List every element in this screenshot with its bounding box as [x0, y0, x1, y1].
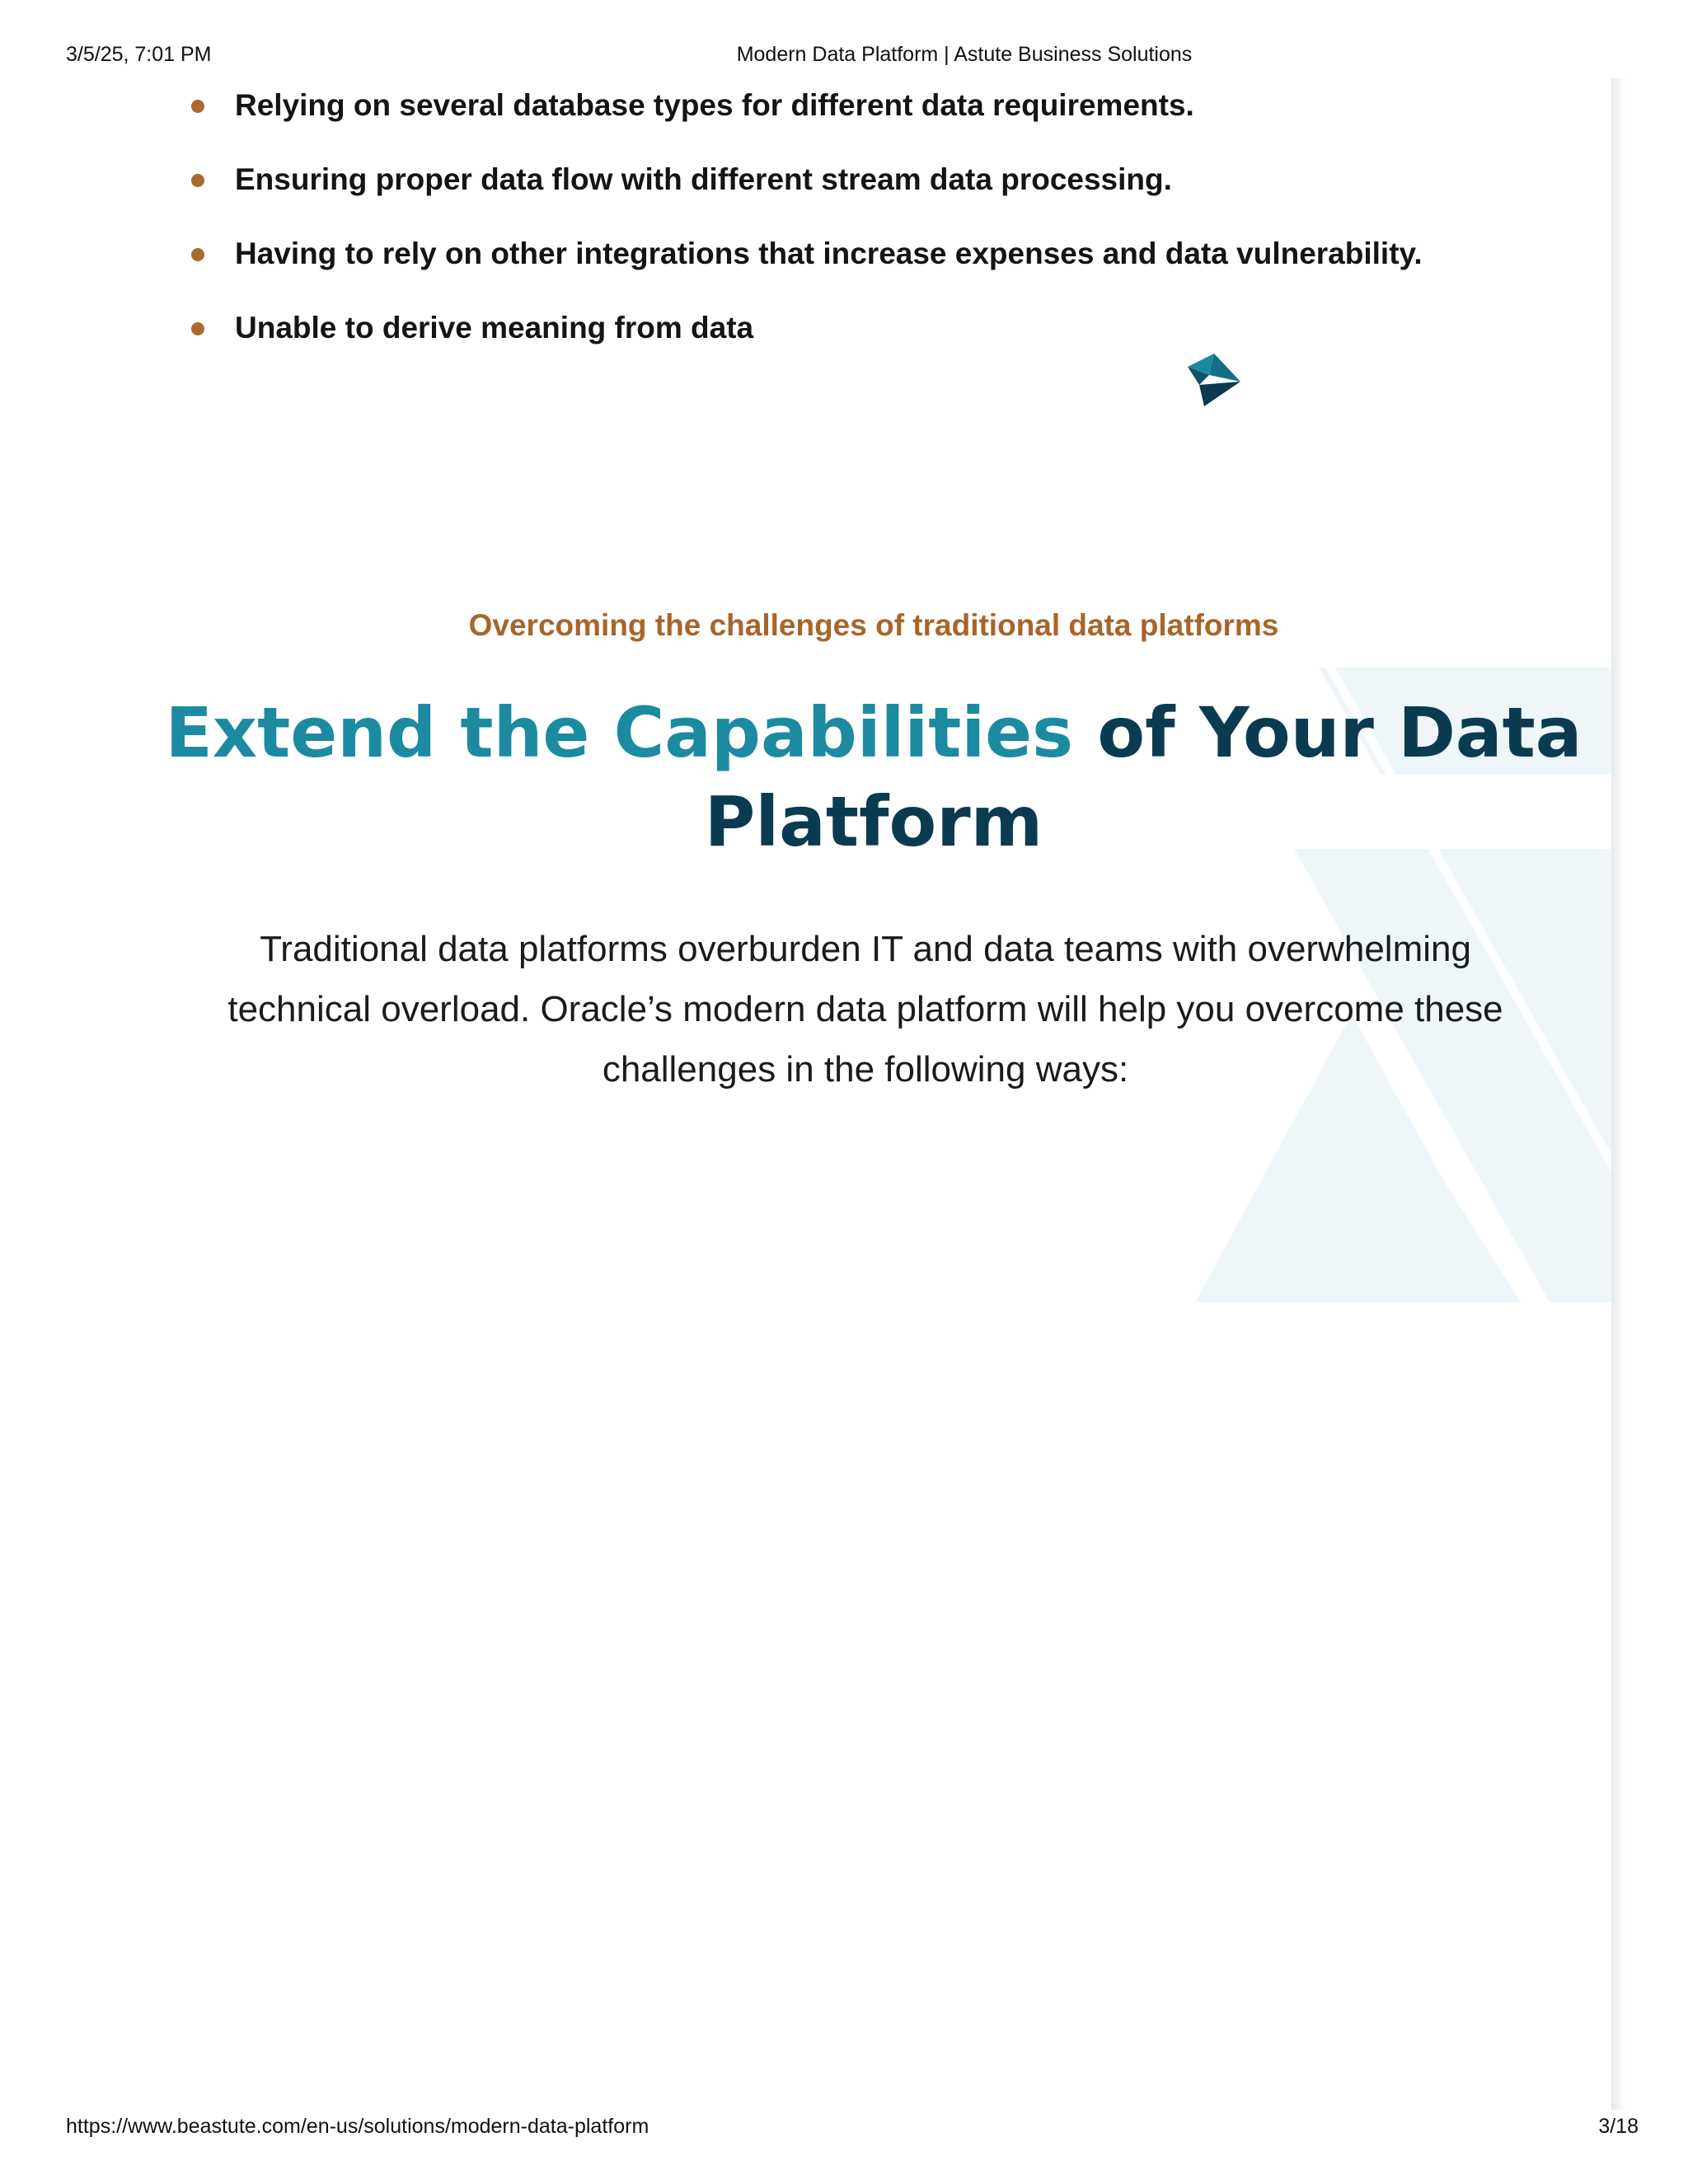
bullet-dot-icon	[191, 174, 204, 187]
print-footer-url: https://www.beastute.com/en-us/solutions/modern-data-platform	[66, 2115, 649, 2138]
section-intro: Traditional data platforms overburden IT and data teams with overwhelming technical overload. Oracle’s modern data platform will help you overcome these challenges in the following ways:	[227, 929, 1503, 1090]
section-headline	[148, 688, 1599, 866]
challenge-list	[188, 85, 1423, 382]
page-edge-shadow	[1611, 78, 1626, 2110]
page-content	[0, 78, 1611, 2110]
list-item-text: Having to rely on other integrations that increase expenses and data vulnerability.	[235, 237, 1423, 270]
bullet-dot-icon	[191, 248, 204, 261]
list-item	[188, 233, 1423, 307]
bullet-dot-icon	[191, 100, 204, 113]
print-header-title: Modern Data Platform | Astute Business Solutions	[736, 43, 1193, 66]
list-item-text: Unable to derive meaning from data	[235, 311, 754, 344]
print-footer-page: 3/18	[1598, 2115, 1639, 2138]
print-header-date: 3/5/25, 7:01 PM	[66, 43, 212, 66]
list-item-text: Ensuring proper data flow with different stream data processing.	[235, 162, 1172, 196]
list-item	[188, 85, 1423, 159]
list-item-text: Relying on several database types for different data requirements.	[235, 88, 1194, 122]
section-eyebrow: Overcoming the challenges of traditional data platforms	[468, 608, 1279, 642]
bullet-dot-icon	[191, 322, 204, 335]
list-item	[188, 159, 1423, 233]
teal-arrow-mark-icon	[1183, 350, 1242, 410]
headline-rest: of Your Data Platform	[704, 692, 1582, 862]
headline-accent: Extend the Capabilities	[165, 692, 1074, 773]
